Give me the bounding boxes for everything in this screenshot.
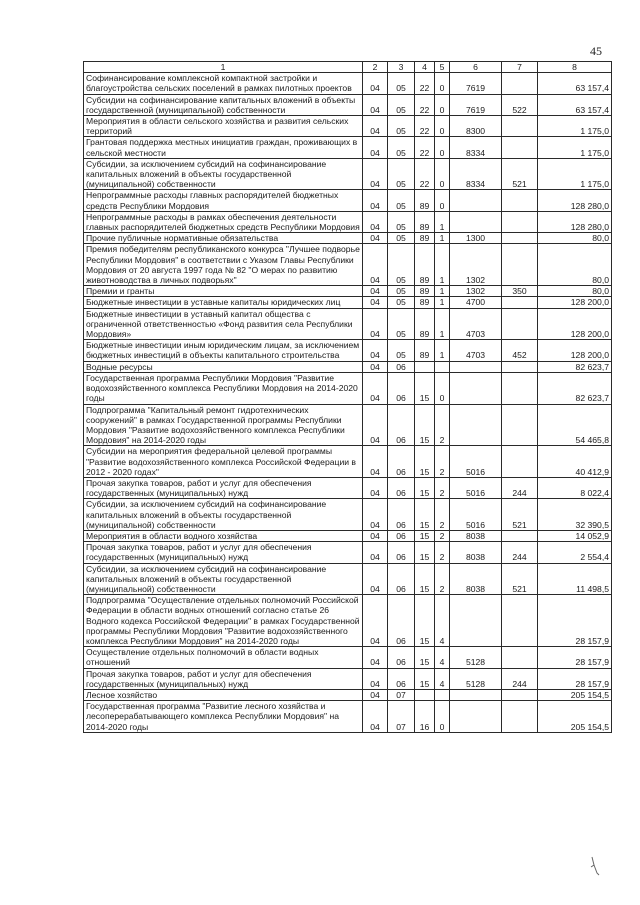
code-cell: 15	[415, 446, 435, 478]
code-cell: 05	[388, 190, 415, 211]
code-cell: 04	[363, 647, 388, 668]
code-cell: 04	[363, 542, 388, 563]
amount-cell: 128 280,0	[538, 211, 612, 232]
code-cell: 0	[435, 372, 450, 404]
code-cell: 04	[363, 361, 388, 372]
code-cell	[502, 446, 538, 478]
code-cell	[502, 116, 538, 137]
code-cell: 15	[415, 647, 435, 668]
code-cell: 1302	[450, 244, 502, 286]
code-cell: 5016	[450, 477, 502, 498]
amount-cell: 11 498,5	[538, 563, 612, 595]
code-cell	[502, 530, 538, 541]
code-cell: 521	[502, 563, 538, 595]
table-row	[84, 668, 612, 689]
code-cell: 04	[363, 595, 388, 647]
code-cell: 0	[435, 137, 450, 158]
table-row	[84, 244, 612, 286]
code-cell	[502, 689, 538, 700]
row-name-cell: Водные ресурсы	[84, 361, 363, 372]
code-cell: 15	[415, 563, 435, 595]
header-cell: 6	[450, 62, 502, 73]
code-cell: 2	[435, 404, 450, 446]
code-cell: 89	[415, 286, 435, 297]
row-name-cell: Лесное хозяйство	[84, 689, 363, 700]
code-cell	[435, 689, 450, 700]
row-name-cell: Непрограммные расходы в рамках обеспечения деятельности главных распорядителей бюджетных средств Республики Мордовия	[84, 211, 363, 232]
code-cell: 22	[415, 116, 435, 137]
code-cell: 06	[388, 372, 415, 404]
code-cell: 1	[435, 308, 450, 340]
code-cell: 05	[388, 340, 415, 361]
table-row	[84, 94, 612, 115]
table-row	[84, 190, 612, 211]
code-cell: 0	[435, 73, 450, 94]
row-name-cell: Субсидии, за исключением субсидий на софинансирование капитальных вложений в объекты государственной (муниципальной) собственности	[84, 499, 363, 531]
code-cell: 89	[415, 211, 435, 232]
amount-cell: 28 157,9	[538, 668, 612, 689]
code-cell: 06	[388, 446, 415, 478]
row-name-cell: Государственная программа Республики Мордовия "Развитие водохозяйственного комплекса Республики Мордовия на 2014-2020 годы	[84, 372, 363, 404]
code-cell: 05	[388, 116, 415, 137]
code-cell: 04	[363, 668, 388, 689]
amount-cell: 63 157,4	[538, 94, 612, 115]
code-cell: 15	[415, 499, 435, 531]
code-cell	[502, 211, 538, 232]
code-cell	[502, 404, 538, 446]
code-cell: 15	[415, 530, 435, 541]
code-cell: 4703	[450, 308, 502, 340]
code-cell: 04	[363, 530, 388, 541]
table-row	[84, 404, 612, 446]
code-cell: 89	[415, 190, 435, 211]
amount-cell: 1 175,0	[538, 116, 612, 137]
row-name-cell: Бюджетные инвестиции в уставные капиталы юридических лиц	[84, 297, 363, 308]
row-name-cell: Субсидии на мероприятия федеральной целевой программы "Развитие водохозяйственного комплекса Российской Федерации в 2012 - 2020 годах"	[84, 446, 363, 478]
code-cell: 15	[415, 404, 435, 446]
row-name-cell: Прочая закупка товаров, работ и услуг для обеспечения государственных (муниципальных) нужд	[84, 542, 363, 563]
amount-cell: 14 052,9	[538, 530, 612, 541]
row-name-cell: Мероприятия в области сельского хозяйства и развития сельских территорий	[84, 116, 363, 137]
code-cell: 5128	[450, 668, 502, 689]
amount-cell: 128 280,0	[538, 190, 612, 211]
code-cell: 04	[363, 244, 388, 286]
row-name-cell: Прочие публичные нормативные обязательства	[84, 233, 363, 244]
code-cell: 1	[435, 297, 450, 308]
table-row	[84, 286, 612, 297]
row-name-cell: Субсидии, за исключением субсидий на софинансирование капитальных вложений в объекты государственной (муниципальной) собственности	[84, 158, 363, 190]
code-cell: 04	[363, 158, 388, 190]
code-cell: 8038	[450, 563, 502, 595]
code-cell: 1300	[450, 233, 502, 244]
code-cell: 06	[388, 668, 415, 689]
code-cell: 07	[388, 689, 415, 700]
code-cell: 04	[363, 190, 388, 211]
table-row	[84, 689, 612, 700]
code-cell: 8300	[450, 116, 502, 137]
code-cell: 2	[435, 542, 450, 563]
row-name-cell: Подпрограмма "Капитальный ремонт гидротехнических сооружений" в рамках Государственной программы Республики Мордовия "Развитие водохозяйственного комплекса Республики Мордовия" на 2014-2020 годы	[84, 404, 363, 446]
code-cell: 8334	[450, 137, 502, 158]
page-number: 45	[590, 44, 602, 58]
table-row	[84, 340, 612, 361]
code-cell: 06	[388, 542, 415, 563]
header-cell: 7	[502, 62, 538, 73]
amount-cell: 8 022,4	[538, 477, 612, 498]
header-cell: 3	[388, 62, 415, 73]
code-cell	[502, 595, 538, 647]
code-cell: 5128	[450, 647, 502, 668]
table-row	[84, 73, 612, 94]
code-cell: 06	[388, 404, 415, 446]
code-cell: 0	[435, 701, 450, 733]
amount-cell: 1 175,0	[538, 137, 612, 158]
code-cell: 04	[363, 499, 388, 531]
code-cell: 15	[415, 668, 435, 689]
code-cell: 89	[415, 340, 435, 361]
table-row	[84, 158, 612, 190]
amount-cell: 128 200,0	[538, 308, 612, 340]
amount-cell: 80,0	[538, 244, 612, 286]
code-cell	[502, 361, 538, 372]
code-cell: 04	[363, 404, 388, 446]
code-cell: 15	[415, 595, 435, 647]
header-cell: 2	[363, 62, 388, 73]
amount-cell: 80,0	[538, 286, 612, 297]
row-name-cell: Подпрограмма "Осуществление отдельных полномочий Российской Федерации в области водных отношений согласно статье 26 Водного кодекса Российской Федерации" в рамках Государственной программы Республики Мордовия "Развитие водохозяйственного комплекса Республики Мордовия" на 2014-2020 годы	[84, 595, 363, 647]
code-cell: 244	[502, 668, 538, 689]
code-cell: 4	[435, 668, 450, 689]
code-cell: 89	[415, 297, 435, 308]
code-cell	[450, 701, 502, 733]
code-cell: 04	[363, 73, 388, 94]
code-cell: 89	[415, 244, 435, 286]
code-cell	[450, 689, 502, 700]
code-cell: 05	[388, 308, 415, 340]
code-cell: 05	[388, 233, 415, 244]
code-cell: 89	[415, 308, 435, 340]
code-cell: 244	[502, 477, 538, 498]
code-cell: 521	[502, 158, 538, 190]
code-cell	[435, 361, 450, 372]
code-cell	[415, 361, 435, 372]
code-cell	[502, 137, 538, 158]
row-name-cell: Премии и гранты	[84, 286, 363, 297]
code-cell: 350	[502, 286, 538, 297]
amount-cell: 82 623,7	[538, 361, 612, 372]
code-cell: 1	[435, 244, 450, 286]
table-row	[84, 530, 612, 541]
amount-cell: 128 200,0	[538, 340, 612, 361]
code-cell: 8038	[450, 542, 502, 563]
code-cell: 8038	[450, 530, 502, 541]
code-cell	[502, 701, 538, 733]
table-row	[84, 595, 612, 647]
table-row	[84, 137, 612, 158]
code-cell: 15	[415, 372, 435, 404]
code-cell: 4	[435, 595, 450, 647]
code-cell	[502, 308, 538, 340]
header-cell: 8	[538, 62, 612, 73]
code-cell: 04	[363, 446, 388, 478]
code-cell: 05	[388, 158, 415, 190]
table-body	[84, 73, 612, 733]
code-cell	[450, 361, 502, 372]
code-cell: 22	[415, 158, 435, 190]
code-cell: 89	[415, 233, 435, 244]
code-cell: 2	[435, 477, 450, 498]
row-name-cell: Непрограммные расходы главных распорядителей бюджетных средств Республики Мордовия	[84, 190, 363, 211]
code-cell: 06	[388, 361, 415, 372]
code-cell: 1	[435, 286, 450, 297]
code-cell: 05	[388, 211, 415, 232]
code-cell: 1	[435, 211, 450, 232]
code-cell: 04	[363, 689, 388, 700]
header-row	[84, 62, 612, 73]
code-cell	[502, 372, 538, 404]
table-row	[84, 701, 612, 733]
code-cell: 04	[363, 563, 388, 595]
code-cell: 04	[363, 308, 388, 340]
code-cell: 04	[363, 372, 388, 404]
code-cell: 05	[388, 244, 415, 286]
code-cell: 7619	[450, 94, 502, 115]
code-cell: 0	[435, 190, 450, 211]
row-name-cell: Бюджетные инвестиции иным юридическим лицам, за исключением бюджетных инвестиций в объекты капитального строительства	[84, 340, 363, 361]
table-row	[84, 361, 612, 372]
amount-cell: 28 157,9	[538, 647, 612, 668]
row-name-cell: Прочая закупка товаров, работ и услуг для обеспечения государственных (муниципальных) нужд	[84, 477, 363, 498]
amount-cell: 40 412,9	[538, 446, 612, 478]
code-cell: 04	[363, 94, 388, 115]
header-cell: 5	[435, 62, 450, 73]
code-cell: 2	[435, 530, 450, 541]
code-cell	[502, 190, 538, 211]
code-cell	[415, 689, 435, 700]
table-row	[84, 563, 612, 595]
amount-cell: 128 200,0	[538, 297, 612, 308]
code-cell: 1	[435, 233, 450, 244]
code-cell: 4	[435, 647, 450, 668]
amount-cell: 28 157,9	[538, 595, 612, 647]
code-cell: 1302	[450, 286, 502, 297]
table-row	[84, 499, 612, 531]
code-cell	[450, 595, 502, 647]
row-name-cell: Грантовая поддержка местных инициатив граждан, проживающих в сельской местности	[84, 137, 363, 158]
table-row	[84, 372, 612, 404]
row-name-cell: Бюджетные инвестиции в уставный капитал общества с ограниченной ответственностью «Фонд развития села Республики Мордовия»	[84, 308, 363, 340]
code-cell: 2	[435, 563, 450, 595]
code-cell: 04	[363, 137, 388, 158]
code-cell: 16	[415, 701, 435, 733]
amount-cell: 54 465,8	[538, 404, 612, 446]
row-name-cell: Государственная программа "Развитие лесного хозяйства и лесоперерабатывающего комплекса Республики Мордовия" на 2014-2020 годы	[84, 701, 363, 733]
code-cell: 06	[388, 530, 415, 541]
code-cell: 04	[363, 477, 388, 498]
code-cell: 04	[363, 211, 388, 232]
code-cell: 22	[415, 73, 435, 94]
code-cell: 0	[435, 116, 450, 137]
code-cell: 452	[502, 340, 538, 361]
code-cell: 05	[388, 286, 415, 297]
code-cell	[502, 297, 538, 308]
code-cell: 4700	[450, 297, 502, 308]
code-cell	[450, 190, 502, 211]
code-cell: 7619	[450, 73, 502, 94]
code-cell	[502, 233, 538, 244]
table-row	[84, 116, 612, 137]
row-name-cell: Прочая закупка товаров, работ и услуг для обеспечения государственных (муниципальных) нужд	[84, 668, 363, 689]
amount-cell: 63 157,4	[538, 73, 612, 94]
code-cell: 1	[435, 340, 450, 361]
code-cell	[450, 211, 502, 232]
code-cell: 04	[363, 297, 388, 308]
header-cell: 1	[84, 62, 363, 73]
row-name-cell: Мероприятия в области водного хозяйства	[84, 530, 363, 541]
amount-cell: 82 623,7	[538, 372, 612, 404]
code-cell: 22	[415, 94, 435, 115]
code-cell: 04	[363, 340, 388, 361]
amount-cell: 1 175,0	[538, 158, 612, 190]
code-cell: 8334	[450, 158, 502, 190]
code-cell: 05	[388, 94, 415, 115]
table-row	[84, 647, 612, 668]
code-cell: 04	[363, 233, 388, 244]
code-cell: 05	[388, 297, 415, 308]
table-row	[84, 211, 612, 232]
code-cell: 06	[388, 595, 415, 647]
code-cell: 06	[388, 499, 415, 531]
row-name-cell: Софинансирование комплексной компактной застройки и благоустройства сельских поселений в рамках пилотных проектов	[84, 73, 363, 94]
code-cell: 5016	[450, 499, 502, 531]
code-cell: 5016	[450, 446, 502, 478]
code-cell	[502, 73, 538, 94]
code-cell: 22	[415, 137, 435, 158]
row-name-cell: Премия победителям республиканского конкурса "Лучшее подворье Республики Мордовия" в соответствии с Указом Главы Республики Мордовия от 20 августа 1997 года № 82 "О мерах по развитию животноводства в личных подворьях"	[84, 244, 363, 286]
code-cell: 04	[363, 701, 388, 733]
table-row	[84, 297, 612, 308]
code-cell: 07	[388, 701, 415, 733]
table-row	[84, 233, 612, 244]
amount-cell: 32 390,5	[538, 499, 612, 531]
handwritten-mark	[588, 855, 602, 877]
code-cell: 522	[502, 94, 538, 115]
table-row	[84, 308, 612, 340]
code-cell: 05	[388, 73, 415, 94]
header-cell: 4	[415, 62, 435, 73]
table-row	[84, 477, 612, 498]
table-row	[84, 446, 612, 478]
row-name-cell: Осуществление отдельных полномочий в области водных отношений	[84, 647, 363, 668]
code-cell: 15	[415, 542, 435, 563]
budget-table	[83, 61, 612, 733]
code-cell	[502, 244, 538, 286]
code-cell: 04	[363, 116, 388, 137]
code-cell	[502, 647, 538, 668]
code-cell: 06	[388, 647, 415, 668]
code-cell: 2	[435, 499, 450, 531]
code-cell: 15	[415, 477, 435, 498]
row-name-cell: Субсидии, за исключением субсидий на софинансирование капитальных вложений в объекты государственной (муниципальной) собственности	[84, 563, 363, 595]
code-cell: 05	[388, 137, 415, 158]
code-cell: 0	[435, 94, 450, 115]
code-cell	[450, 404, 502, 446]
code-cell: 244	[502, 542, 538, 563]
row-name-cell: Субсидии на софинансирование капитальных вложений в объекты государственной (муниципальной) собственности	[84, 94, 363, 115]
amount-cell: 2 554,4	[538, 542, 612, 563]
code-cell: 04	[363, 286, 388, 297]
amount-cell: 80,0	[538, 233, 612, 244]
code-cell: 521	[502, 499, 538, 531]
code-cell	[450, 372, 502, 404]
table-row	[84, 542, 612, 563]
code-cell: 0	[435, 158, 450, 190]
code-cell: 2	[435, 446, 450, 478]
code-cell: 06	[388, 563, 415, 595]
code-cell: 4703	[450, 340, 502, 361]
amount-cell: 205 154,5	[538, 701, 612, 733]
code-cell: 06	[388, 477, 415, 498]
amount-cell: 205 154,5	[538, 689, 612, 700]
